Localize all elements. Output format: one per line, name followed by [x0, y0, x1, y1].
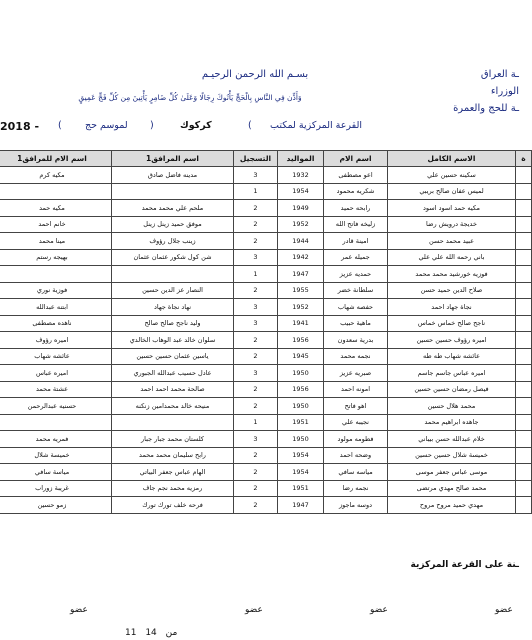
- paren-open-2: (: [58, 120, 62, 131]
- cell-registration: 3: [234, 167, 278, 184]
- member-signature-3: عضو: [245, 605, 263, 615]
- cell-registration: 2: [234, 332, 278, 349]
- cell-companion-mother: مكيه كرم: [0, 167, 112, 184]
- table-row: [0, 497, 532, 514]
- cell-birth-year: 1950: [278, 398, 324, 415]
- cell-mother-name: رابحه حميد: [324, 200, 388, 217]
- cell-companion: رابح سليمان محمد محمد: [112, 447, 234, 464]
- cell-birth-year: 1941: [278, 315, 324, 332]
- header-line-3: ـة للحج والعمرة: [453, 103, 519, 114]
- cell-companion-mother: ناهده مصطفى: [0, 315, 112, 332]
- cell-companion-mother: حسنيه عبدالرحمن: [0, 398, 112, 415]
- cell-registration: 2: [234, 381, 278, 398]
- cell-full-name: فوزيه خورشيد محمد محمد: [388, 266, 516, 283]
- cell-registration: 2: [234, 216, 278, 233]
- member-signature-4: عضو: [70, 605, 88, 615]
- table-row: [0, 282, 532, 299]
- cell-companion-mother: اميره عباس: [0, 365, 112, 382]
- cell-registration: 2: [234, 233, 278, 250]
- cell-companion: مدينه فاضل صادق: [112, 167, 234, 184]
- table-row: [0, 447, 532, 464]
- cell-seq: [516, 414, 532, 431]
- cell-birth-year: 1952: [278, 299, 324, 316]
- cell-full-name: اميره عباس جاسم جاسم: [388, 365, 516, 382]
- cell-full-name: اميره رؤوف حسين حسين: [388, 332, 516, 349]
- cell-mother-name: اهو فاتح: [324, 398, 388, 415]
- cell-registration: 2: [234, 398, 278, 415]
- table-row: [0, 348, 532, 365]
- cell-full-name: نجاة جهاد احمد: [388, 299, 516, 316]
- table-row: [0, 183, 532, 200]
- cell-registration: 2: [234, 447, 278, 464]
- cell-registration: 1: [234, 183, 278, 200]
- cell-seq: [516, 216, 532, 233]
- cell-full-name: عبيد محمد حسن: [388, 233, 516, 250]
- quran-verse: وَأَذِّن فِي النَّاسِ بِالْحَجِّ يَأْتُوكَ رِجَالًا وَعَلَىٰ كُلِّ ضَامِرٍ يَأْتِينَ مِن كُلِّ فَجٍّ عَمِيقٍ: [78, 93, 302, 102]
- cell-mother-name: مياسه سافي: [324, 464, 388, 481]
- cell-birth-year: 1945: [278, 348, 324, 365]
- season-label: لموسم حج: [85, 120, 128, 131]
- cell-seq: [516, 200, 532, 217]
- cell-companion-mother: غريبة زوراب: [0, 480, 112, 497]
- cell-birth-year: 1947: [278, 266, 324, 283]
- cell-companion-mother: [0, 266, 112, 283]
- page-total: 14: [145, 628, 157, 638]
- cell-mother-name: بدرية سعدون: [324, 332, 388, 349]
- cell-full-name: مهدي حميد مروح مروح: [388, 497, 516, 514]
- cell-companion: منيحه خالد محمدامين زنكنه: [112, 398, 234, 415]
- cell-mother-name: نجيبه علي: [324, 414, 388, 431]
- column-header-companion-mother: اسم الام للمرافق1: [0, 151, 112, 167]
- cell-full-name: مكيه حمد اسود اسود: [388, 200, 516, 217]
- cell-seq: [516, 381, 532, 398]
- cell-full-name: خلام عبدالله حسن بيباني: [388, 431, 516, 448]
- cell-mother-name: اعو مصطفى: [324, 167, 388, 184]
- cell-companion: عادل حسيب عبدالله الجبوري: [112, 365, 234, 382]
- cell-companion-mother: عشتة محمد: [0, 381, 112, 398]
- cell-companion: موفق حميد زينل زينل: [112, 216, 234, 233]
- cell-companion-mother: مياسة سافي: [0, 464, 112, 481]
- cell-seq: [516, 266, 532, 283]
- table-row: [0, 167, 532, 184]
- cell-full-name: سكينه حسين علي: [388, 167, 516, 184]
- cell-registration: 1: [234, 414, 278, 431]
- office-label: القرعة المركزية لمكتب: [270, 120, 362, 131]
- page-separator: من: [165, 628, 178, 638]
- cell-companion: رمزيه محمد نجم جاف: [112, 480, 234, 497]
- cell-mother-name: صبريه عزيز: [324, 365, 388, 382]
- basmala: بسـم الله الرحمن الرحيـم: [201, 69, 309, 80]
- cell-registration: 2: [234, 480, 278, 497]
- season-year: 2018 -: [0, 120, 40, 133]
- cell-mother-name: جميله عمر: [324, 249, 388, 266]
- cell-seq: [516, 480, 532, 497]
- cell-mother-name: ماهية حبيب: [324, 315, 388, 332]
- cell-companion-mother: مينا محمد: [0, 233, 112, 250]
- committee-title: ـنة على القرعة المركزية: [410, 560, 519, 570]
- cell-companion-mother: مكيه حمد: [0, 200, 112, 217]
- cell-birth-year: 1951: [278, 414, 324, 431]
- cell-registration: 1: [234, 266, 278, 283]
- cell-full-name: صلاح الدين حميد حسن: [388, 282, 516, 299]
- cell-companion: سلوان خالد عبد الوهاب الخالدي: [112, 332, 234, 349]
- cell-mother-name: حمديه عزيز: [324, 266, 388, 283]
- cell-companion-mother: زمو حسين: [0, 497, 112, 514]
- cell-companion: فرحه خلف تورك تورك: [112, 497, 234, 514]
- cell-full-name: ناجح صالح خماس خماس: [388, 315, 516, 332]
- cell-registration: 2: [234, 200, 278, 217]
- cell-full-name: لميس عفان صالح بريبي: [388, 183, 516, 200]
- table-row: [0, 414, 532, 431]
- member-signature-1: عضو: [495, 605, 513, 615]
- cell-companion-mother: [0, 183, 112, 200]
- cell-full-name: محمد هلال حسين: [388, 398, 516, 415]
- cell-birth-year: 1951: [278, 480, 324, 497]
- cell-full-name: باني رحمه الله علي علي: [388, 249, 516, 266]
- cell-seq: [516, 497, 532, 514]
- header-line-2: الوزراء: [490, 86, 519, 97]
- cell-birth-year: 1950: [278, 365, 324, 382]
- city-name: كركوك: [180, 120, 212, 131]
- cell-birth-year: 1956: [278, 332, 324, 349]
- cell-mother-name: وضحه احمد: [324, 447, 388, 464]
- table-row: [0, 299, 532, 316]
- cell-companion: وليد ناجح صالح صالح: [112, 315, 234, 332]
- cell-companion-mother: اميره رؤوف: [0, 332, 112, 349]
- table-row: [0, 200, 532, 217]
- cell-companion: زينب جلال رؤوف: [112, 233, 234, 250]
- cell-mother-name: دوسه ماجوز: [324, 497, 388, 514]
- table-row: [0, 332, 532, 349]
- column-header-mother-name: اسم الام: [324, 151, 388, 167]
- cell-seq: [516, 398, 532, 415]
- table-row: [0, 431, 532, 448]
- cell-mother-name: نجمه محمد: [324, 348, 388, 365]
- page-number: [125, 628, 183, 638]
- table-row: [0, 464, 532, 481]
- table-header-row: [0, 151, 532, 167]
- cell-birth-year: 1950: [278, 431, 324, 448]
- cell-birth-year: 1944: [278, 233, 324, 250]
- cell-full-name: خديجة درويش رضا: [388, 216, 516, 233]
- cell-full-name: عائشه شهاب طه طه: [388, 348, 516, 365]
- column-header-full-name: الاسم الكامل: [388, 151, 516, 167]
- cell-full-name: فيصل رمضان حسين حسين: [388, 381, 516, 398]
- cell-full-name: محمد صالح مهدي مرتضى: [388, 480, 516, 497]
- member-signature-2: عضو: [370, 605, 388, 615]
- page-current: 11: [125, 628, 137, 638]
- cell-companion-mother: خانم احمد: [0, 216, 112, 233]
- cell-birth-year: 1955: [278, 282, 324, 299]
- cell-seq: [516, 299, 532, 316]
- cell-birth-year: 1932: [278, 167, 324, 184]
- ministry-header: [453, 66, 519, 117]
- cell-registration: 3: [234, 299, 278, 316]
- table-row: [0, 249, 532, 266]
- cell-birth-year: 1942: [278, 249, 324, 266]
- cell-companion-mother: خميسة شلال: [0, 447, 112, 464]
- paren-open: (: [248, 120, 252, 131]
- cell-mother-name: حفصه شهاب: [324, 299, 388, 316]
- cell-registration: 3: [234, 315, 278, 332]
- cell-companion: [112, 414, 234, 431]
- cell-companion-mother: فمريه محمد: [0, 431, 112, 448]
- cell-registration: 2: [234, 348, 278, 365]
- table-row: [0, 216, 532, 233]
- cell-companion: نهاد نجاة جهاد: [112, 299, 234, 316]
- cell-seq: [516, 447, 532, 464]
- column-header-seq: ة: [516, 151, 532, 167]
- cell-seq: [516, 365, 532, 382]
- cell-birth-year: 1954: [278, 464, 324, 481]
- cell-seq: [516, 431, 532, 448]
- cell-companion-mother: [0, 414, 112, 431]
- cell-companion: كلستان محمد جبار جبار: [112, 431, 234, 448]
- cell-seq: [516, 332, 532, 349]
- cell-registration: 3: [234, 365, 278, 382]
- cell-full-name: موسى عباس جعفر موسى: [388, 464, 516, 481]
- cell-companion: [112, 183, 234, 200]
- cell-seq: [516, 315, 532, 332]
- cell-seq: [516, 249, 532, 266]
- cell-birth-year: 1952: [278, 216, 324, 233]
- column-header-companion: اسم المرافق1: [112, 151, 234, 167]
- cell-birth-year: 1949: [278, 200, 324, 217]
- cell-mother-name: امونه احمد: [324, 381, 388, 398]
- cell-registration: 2: [234, 464, 278, 481]
- cell-mother-name: زليخه فاتح الله: [324, 216, 388, 233]
- cell-registration: 3: [234, 249, 278, 266]
- table-row: [0, 480, 532, 497]
- table-row: [0, 398, 532, 415]
- pilgrims-table: [0, 150, 532, 514]
- cell-registration: 2: [234, 282, 278, 299]
- column-header-birth-year: المواليد: [278, 151, 324, 167]
- cell-companion-mother: عائشه شهاب: [0, 348, 112, 365]
- document-title: [0, 120, 519, 136]
- cell-mother-name: سلطانة خضر: [324, 282, 388, 299]
- table-row: [0, 266, 532, 283]
- cell-mother-name: شكريه محمود: [324, 183, 388, 200]
- header-line-1: ـة العراق: [480, 69, 519, 80]
- cell-seq: [516, 183, 532, 200]
- paren-close: ): [150, 120, 154, 131]
- cell-mother-name: نجمه رضا: [324, 480, 388, 497]
- cell-full-name: جاهده ابراهيم محمد: [388, 414, 516, 431]
- table-row: [0, 233, 532, 250]
- cell-companion: الهام عباس جعفر البياتي: [112, 464, 234, 481]
- cell-registration: 3: [234, 431, 278, 448]
- table-row: [0, 315, 532, 332]
- cell-seq: [516, 348, 532, 365]
- cell-companion: شن كول شكور عثمان عثمان: [112, 249, 234, 266]
- cell-companion: النصار عز الدين حسين: [112, 282, 234, 299]
- table-row: [0, 365, 532, 382]
- cell-seq: [516, 233, 532, 250]
- cell-birth-year: 1954: [278, 447, 324, 464]
- cell-companion: [112, 266, 234, 283]
- cell-birth-year: 1947: [278, 497, 324, 514]
- cell-birth-year: 1956: [278, 381, 324, 398]
- cell-full-name: خميسة شلال حسين حسين: [388, 447, 516, 464]
- cell-registration: 2: [234, 497, 278, 514]
- cell-companion: ياسين عثمان حسين حسين: [112, 348, 234, 365]
- cell-seq: [516, 167, 532, 184]
- cell-companion-mother: فوزية نوري: [0, 282, 112, 299]
- cell-birth-year: 1954: [278, 183, 324, 200]
- cell-companion: ملحم علي محمد محمد: [112, 200, 234, 217]
- cell-companion-mother: بهيجه رستم: [0, 249, 112, 266]
- cell-seq: [516, 464, 532, 481]
- cell-mother-name: فطومه مولود: [324, 431, 388, 448]
- cell-companion-mother: ابتنه عبدالله: [0, 299, 112, 316]
- cell-companion: صالحة محمد احمد احمد: [112, 381, 234, 398]
- column-header-registration: التسجيل: [234, 151, 278, 167]
- cell-seq: [516, 282, 532, 299]
- table-row: [0, 381, 532, 398]
- cell-mother-name: امينة قادر: [324, 233, 388, 250]
